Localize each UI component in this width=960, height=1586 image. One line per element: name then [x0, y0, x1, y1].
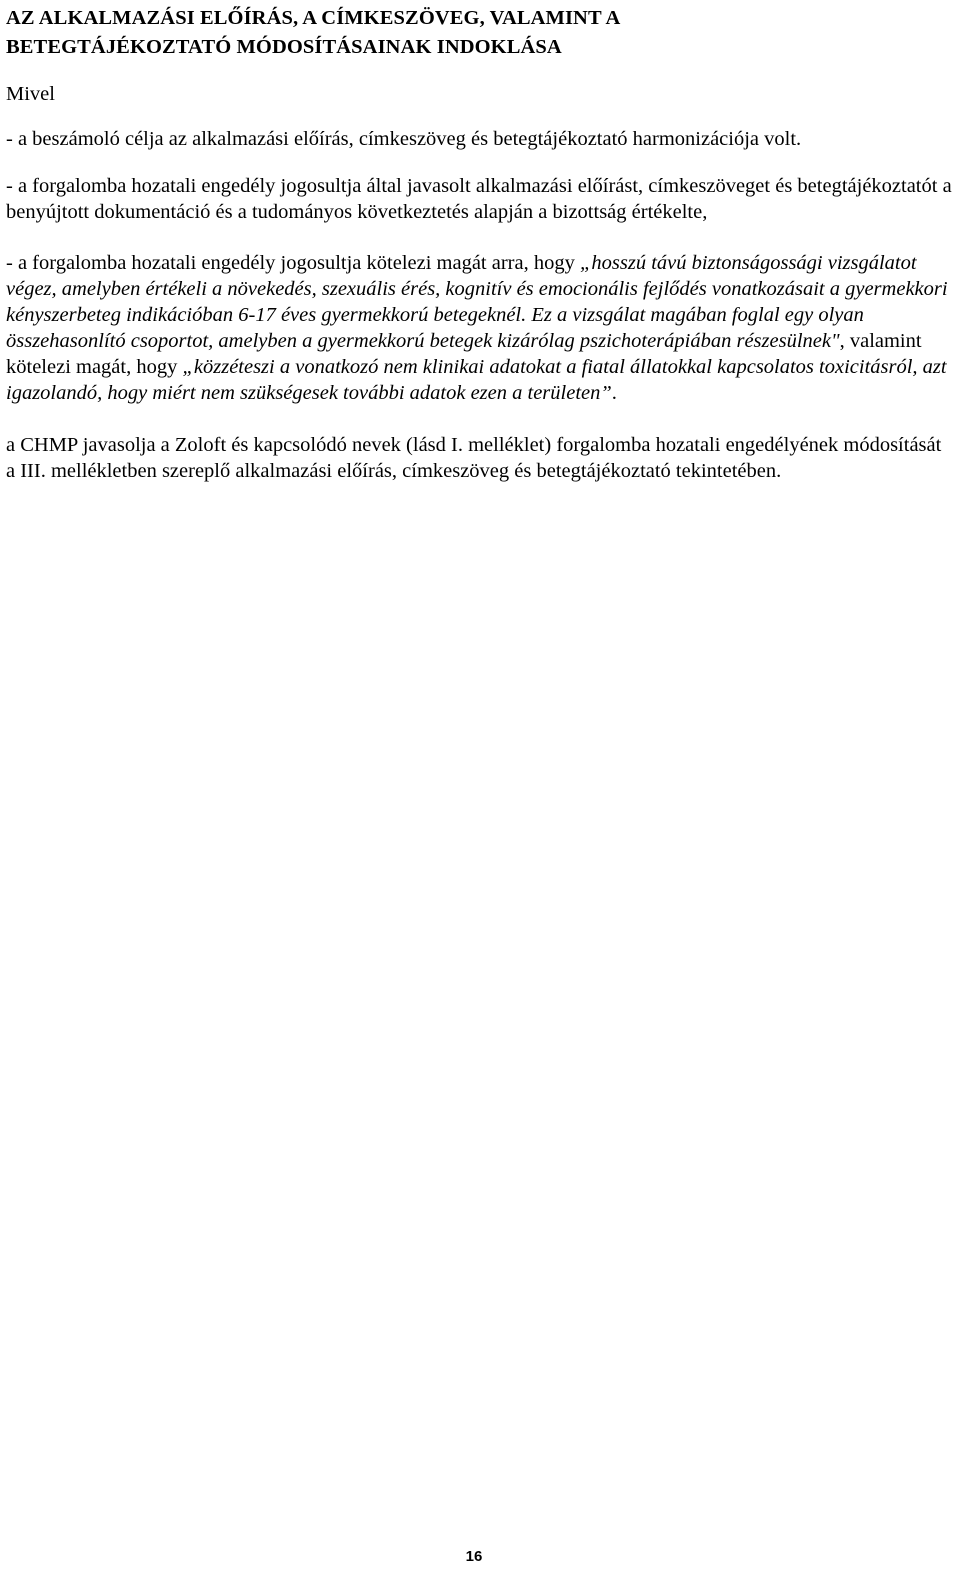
- commitment-quote-comparison-group: Ez a vizsgálat magában foglal egy olyan összehasonlító csoportot, amelyben a gyermekkorú betegek kizárólag pszichoterápiában részesülnek": [6, 304, 864, 352]
- paragraph-evaluation: - a forgalomba hozatali engedély jogosultja által javasolt alkalmazási előírást, címkeszöveget és betegtájékoztatót a benyújtott dokumentáció és a tudományos következtetés alapján a bizottság értékelte,: [6, 175, 952, 223]
- document-page: [6, 0, 954, 484]
- commitment-end: .: [611, 382, 617, 404]
- intro-text: Mivel: [6, 83, 55, 105]
- title-line-1: AZ ALKALMAZÁSI ELŐÍRÁS, A CÍMKESZÖVEG, VALAMINT A: [6, 7, 621, 29]
- paragraph-commitment: [6, 250, 954, 406]
- paragraph-conclusion: a CHMP javasolja a Zoloft és kapcsolódó nevek (lásd I. melléklet) forgalomba hozatali engedélyének módosítását a III. mellékletben szereplő alkalmazási előírás, címkeszöveg és betegtájékoztató tekintetében.: [6, 434, 942, 482]
- commitment-quote-nonclinical-data: „közzéteszi a vonatkozó nem klinikai adatokat a fiatal állatokkal kapcsolatos toxicitásról, azt igazolandó, hogy miért nem szükségesek további adatok ezen a területen”: [6, 356, 947, 404]
- paragraph-harmonization: - a beszámoló célja az alkalmazási előírás, címkeszöveg és betegtájékoztató harmonizációja volt.: [6, 128, 802, 150]
- page-number: 16: [465, 1548, 483, 1565]
- commitment-lead: - a forgalomba hozatali engedély jogosultja kötelezi magát arra, hogy: [6, 252, 580, 274]
- title-line-2: BETEGTÁJÉKOZTATÓ MÓDOSÍTÁSAINAK INDOKLÁSA: [6, 36, 562, 58]
- commitment-quote-safety-study: „hosszú távú biztonságossági vizsgálatot végez, amelyben értékeli a növekedés, szexuális érés, kognitív és emocionális fejlődés vonatkozásait a gyermekkori kényszerbeteg indikációban 6-17 éves gyermekkorú betegeknél.: [6, 252, 948, 326]
- commitment-middle: , valamint kötelezi magát, hogy: [6, 330, 922, 378]
- document-title: [6, 0, 954, 62]
